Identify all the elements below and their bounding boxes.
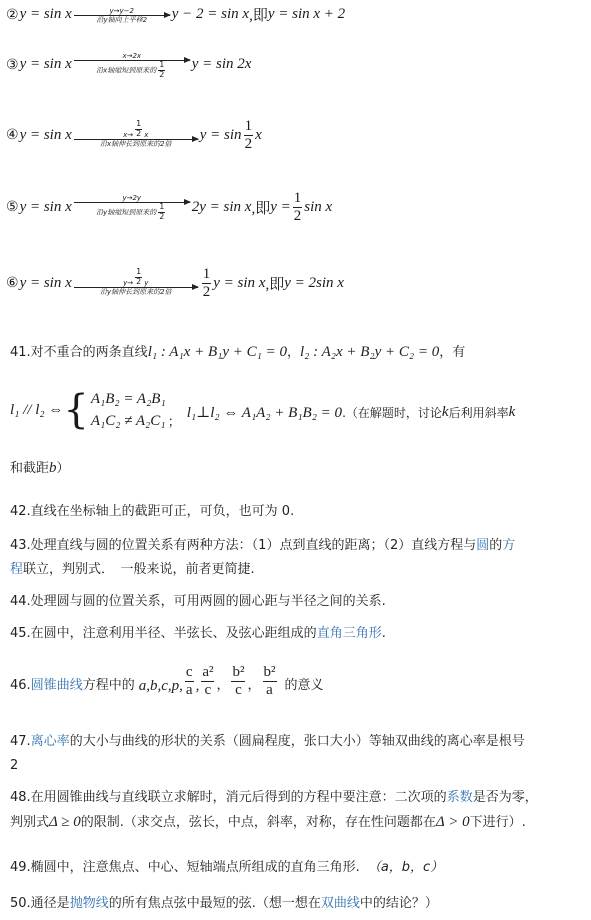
transform-3: [6, 50, 251, 80]
arrow-top: y→2y: [122, 194, 142, 203]
transform-arrow: [74, 192, 190, 222]
item-41-line3: 和截距b）: [10, 460, 70, 476]
transform-arrow: [74, 269, 198, 297]
lhs: y = sin x: [19, 198, 72, 215]
item-43: 43.处理直线与圆的位置关系有两种方法：（1）点到直线的距离；（2）直线方程与圆的方 程联立，判别式． 一般来说，前者更简捷.: [10, 538, 516, 577]
transform-4: ④ y = sin x x→ $\frac{1}{2}$ x 沿x轴伸长到原来的2倍 y = sin $\frac{1}{2}$ x: [6, 118, 262, 152]
arrow-top: x→2x: [122, 52, 142, 60]
item-41-line2: l₁ // l₂ ⇔ { A₁B₂ = A₂B₁ A₁C₂ ≠ A₂C₁ ； l₁⊥l₂ ⇔ A₁A₂ + B₁B₂ = 0 .（在解题时，讨论 k 后利用斜率 k: [10, 387, 516, 433]
equation-link[interactable]: 程: [10, 562, 24, 577]
transform-arrow: [74, 121, 198, 149]
arrow-top: y→y−2: [109, 6, 134, 15]
transform-arrow: [74, 50, 190, 80]
ji-label: ,即: [265, 276, 285, 293]
ji-label: ,即: [251, 200, 271, 217]
item-41-line1: 41.对不重合的两条直线l₁ : A₁x + B₁y + C₁ = 0，l₂ : A₂x + B₂y + C₂ = 0，有: [10, 344, 466, 360]
item-number: ⑤: [6, 199, 19, 215]
arrow-top: y→ $\frac{1}{2}$ y: [123, 267, 149, 287]
right-triangle-link[interactable]: 直角三角形: [316, 626, 382, 641]
parabola-link[interactable]: 抛物线: [69, 896, 109, 911]
rhs: 2y = sin x: [191, 198, 252, 215]
item-46: 46. 圆锥曲线 方程中的 a,b,c,p, $\frac{c}{a}$ , $\frac{\text{a²}}{c}$ ， $\frac{\text{b²}}{c}$ ， $\frac{\text{b²}}{a}$ 的意义: [10, 664, 324, 698]
lhs: y = sin x: [19, 6, 72, 22]
arrow-bottom: 沿x轴伸长到原来的2倍: [99, 140, 172, 148]
lhs: y = sin x: [19, 274, 72, 291]
item-42: 42.直线在坐标轴上的截距可正，可负，也可为 0.: [10, 504, 295, 519]
lhs: y = sin x: [19, 56, 72, 73]
conic-link[interactable]: 圆锥曲线: [30, 678, 83, 693]
arrow-bottom: 沿y轴向上平移2: [96, 15, 148, 24]
rhs: y = sin: [199, 126, 242, 143]
rhs: y = sin x: [213, 274, 266, 291]
arrow-bottom: 沿x轴缩短到原来的 $\frac{1}{2}$: [96, 60, 165, 79]
hyperbola-link[interactable]: 双曲线: [320, 896, 360, 911]
item-44: 44.处理圆与圆的位置关系，可用两圆的圆心距与半径之间的关系.: [10, 594, 386, 609]
transform-5: ⑤ y = sin x y→2y 沿y轴缩短到原来的 $\frac{1}{2}$ 2y = sin x ,即 y = $\frac{1}{2}$ sin x: [6, 190, 333, 224]
transform-arrow: [74, 5, 170, 25]
rhs-b: y = 2sin x: [284, 274, 344, 291]
item-number: ⑥: [6, 275, 19, 291]
item-number: ②: [6, 6, 19, 23]
item-45: 45.在圆中，注意利用半径、半弦长、及弦心距组成的直角三角形.: [10, 626, 386, 641]
rhs: y − 2 = sin x: [171, 6, 250, 22]
item-number: ④: [6, 127, 19, 143]
coefficient-link[interactable]: 系数: [446, 790, 473, 805]
item-49: 49.椭圆中，注意焦点、中心、短轴端点所组成的直角三角形. （a，b，c）: [10, 860, 444, 875]
rhs: y = sin 2x: [191, 56, 252, 73]
item-50: 50.通径是抛物线的所有焦点弦中最短的弦.（想一想在双曲线中的结论？）: [10, 896, 438, 911]
lhs: y = sin x: [19, 126, 72, 143]
transform-6: ⑥ y = sin x y→ $\frac{1}{2}$ y 沿y轴伸长到原来的2倍 $\frac{1}{2}$ y = sin x ,即 y = 2sin x: [6, 266, 344, 300]
eccentricity-link[interactable]: 离心率: [30, 734, 70, 749]
arrow-bottom: 沿y轴缩短到原来的 $\frac{1}{2}$: [96, 202, 165, 221]
arrow-top: x→ $\frac{1}{2}$ x: [123, 119, 149, 139]
circle-link[interactable]: 圆: [476, 538, 490, 553]
arrow-bottom: 沿y轴伸长到原来的2倍: [99, 288, 172, 296]
rhs-b: y = sin x + 2: [267, 6, 346, 22]
item-48: 48.在用圆锥曲线与直线联立求解时，消元后得到的方程中要注意：二次项的系数是否为零， 判别式Δ ≥ 0的限制.（求交点，弦长，中点，斜率，对称，存在性问题都在Δ > 0下进行）.: [10, 790, 538, 830]
item-47: 47.离心率的大小与曲线的形状的关系（圆扁程度，张口大小）等轴双曲线的离心率是根号 2: [10, 734, 525, 773]
ji-label: ,即: [249, 8, 268, 24]
transform-2: [6, 4, 345, 25]
item-number: ③: [6, 56, 19, 73]
